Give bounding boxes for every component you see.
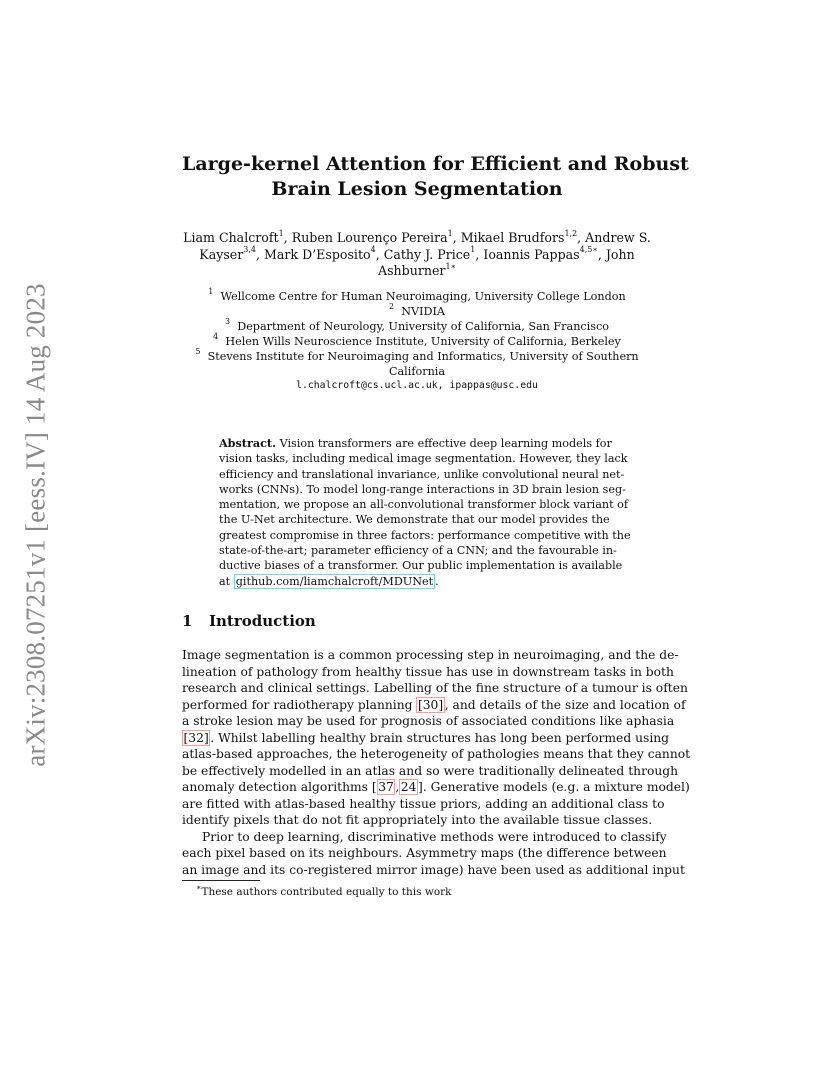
citation-bracket: [ <box>371 780 377 794</box>
section-number: 1 <box>182 612 193 630</box>
body-line: are fitted with atlas-based healthy tissue priors, adding an additional class to <box>182 796 665 811</box>
body-text: . Whilst labelling healthy brain structures has long been performed using <box>210 730 670 745</box>
affiliation-number: 1 <box>208 287 214 297</box>
author-affil-mark: 1∗ <box>445 261 456 271</box>
title-line-2: Brain Lesion Segmentation <box>271 178 563 200</box>
author-affil-mark: 1,2 <box>564 228 578 238</box>
body-text: performed for radiotherapy planning <box>182 697 413 712</box>
section-heading-introduction <box>182 612 652 630</box>
author-name: , Mikael Brudfors <box>452 230 565 245</box>
affiliation-text: Stevens Institute for Neuroimaging and Informatics, University of Southern <box>207 349 639 363</box>
abstract-line: works (CNNs). To model long-range interactions in 3D brain lesion seg- <box>219 482 626 496</box>
body-line <box>182 730 670 747</box>
body-text: anomaly detection algorithms <box>182 780 368 794</box>
body-line: identify pixels that do not fit appropriately into the available tissue classes. <box>182 813 653 827</box>
affiliation-text: Department of Neurology, University of California, San Francisco <box>237 319 609 333</box>
body-line: an image and its co-registered mirror image) have been used as additional input <box>182 862 685 877</box>
author-name: Kayser <box>199 246 244 262</box>
affiliation-text: NVIDIA <box>401 304 445 318</box>
footnote-text: These authors contributed equally to this work <box>201 886 452 898</box>
body-line: research and clinical settings. Labelling of the fine structure of a tumour is often <box>182 681 688 695</box>
author-name: Ashburner <box>378 263 446 278</box>
affiliation-number: 5 <box>195 346 201 356</box>
affiliation-number: 3 <box>225 317 231 327</box>
footnote <box>196 882 452 898</box>
author-name: , Andrew S. <box>577 230 651 245</box>
abstract-line: vision tasks, including medical image segmentation. However, they lack <box>219 452 628 466</box>
affiliation-4 <box>182 331 652 350</box>
body-line <box>182 779 690 796</box>
affiliation-5 <box>182 346 652 365</box>
affiliation-text: Wellcome Centre for Human Neuroimaging, University College London <box>220 290 626 303</box>
citation-link-24[interactable]: 24 <box>400 780 417 794</box>
body-text: . Generative models (e.g. a mixture model) <box>422 780 690 794</box>
footnote-rule <box>182 880 260 881</box>
author-name: , Mark D’Esposito <box>256 246 371 262</box>
author-name: Liam Chalcroft <box>183 230 279 245</box>
body-line <box>182 697 686 714</box>
body-line: atlas-based approaches, the heterogeneity of pathologies means that they cannot <box>182 747 691 761</box>
abstract-label: Abstract. <box>219 436 276 450</box>
author-affil-mark: 1 <box>470 245 476 255</box>
body-text: , and details of the size and location of <box>444 697 686 712</box>
author-affil-mark: 4 <box>370 245 376 255</box>
affiliation-text: Helen Wills Neuroscience Institute, University of California, Berkeley <box>225 334 621 348</box>
abstract-line <box>219 436 615 451</box>
affiliation-2 <box>182 302 652 320</box>
footnote-mark: ∗ <box>196 882 202 892</box>
affiliation-list <box>182 287 652 394</box>
affiliation-number: 2 <box>389 302 395 312</box>
body-line: each pixel based on its neighbours. Asymmetry maps (the difference between <box>182 846 667 860</box>
author-affil-mark: 4,5∗ <box>579 245 598 255</box>
paper-title <box>182 152 689 202</box>
arxiv-identifier-stamp <box>20 280 52 770</box>
body-line: Image segmentation is a common processing step in neuroimaging, and the de- <box>182 648 679 662</box>
title-line-1: Large-kernel Attention for Efficient and Robust <box>182 153 689 175</box>
abstract-text: at <box>219 574 231 588</box>
author-line-2 <box>182 247 652 264</box>
github-repo-link[interactable]: github.com/liamchalcroft/MDUNet <box>235 574 434 588</box>
affiliation-3 <box>182 317 652 335</box>
body-line: lineation of pathology from healthy tissue has use in downstream tasks in both <box>182 664 674 679</box>
citation-separator: , <box>395 780 400 794</box>
abstract-line <box>219 574 615 589</box>
citation-bracket: ] <box>417 780 423 794</box>
abstract-text: Vision transformers are effective deep learning models for <box>279 437 612 450</box>
abstract-line: mentation, we propose an all-convolutional transformer block variant of <box>219 498 629 512</box>
abstract-line: efficiency and translational invariance, unlike convolutional neural net- <box>219 467 625 481</box>
abstract-line: the U-Net architecture. We demonstrate that our model provides the <box>219 513 610 527</box>
author-affil-mark: 1 <box>278 228 284 238</box>
author-list <box>182 230 652 280</box>
citation-link-37[interactable]: 37 <box>378 780 394 794</box>
citation-link-30[interactable]: [30] <box>417 697 444 712</box>
citation-link-32[interactable]: [32] <box>183 730 209 745</box>
author-name: , Cathy J. Price <box>375 246 471 262</box>
body-line: a stroke lesion may be used for prognosis of associated conditions like aphasia <box>182 714 675 728</box>
affiliation-1 <box>182 287 652 305</box>
body-line: Prior to deep learning, discriminative methods were introduced to classify <box>202 829 667 844</box>
abstract-line: ductive biases of a transformer. Our public implementation is available <box>219 559 623 573</box>
body-line: be effectively modelled in an atlas and so were traditionally delineated through <box>182 763 679 778</box>
section-title: Introduction <box>209 612 316 630</box>
abstract-text: . <box>435 574 439 588</box>
author-name: , Ioannis Pappas <box>475 246 580 262</box>
affiliation-5-continued: California <box>388 364 446 378</box>
abstract-line: greatest compromise in three factors: performance competitive with the <box>219 528 631 542</box>
introduction-body <box>182 647 691 878</box>
author-name: , John <box>597 246 635 262</box>
arxiv-identifier-text: arXiv:2308.07251v1 [eess.IV] 14 Aug 2023 <box>20 283 51 767</box>
abstract <box>219 436 631 589</box>
affiliation-number: 4 <box>213 331 219 341</box>
author-affil-mark: 1 <box>447 228 453 238</box>
contact-emails: l.chalcroft@cs.ucl.ac.uk, ipappas@usc.edu <box>296 380 538 392</box>
abstract-line: state-of-the-art; parameter efficiency of a CNN; and the favourable in- <box>219 544 617 558</box>
author-line-3 <box>182 263 652 280</box>
author-name: , Ruben Lourenço Pereira <box>283 230 448 245</box>
author-affil-mark: 3,4 <box>243 245 256 255</box>
